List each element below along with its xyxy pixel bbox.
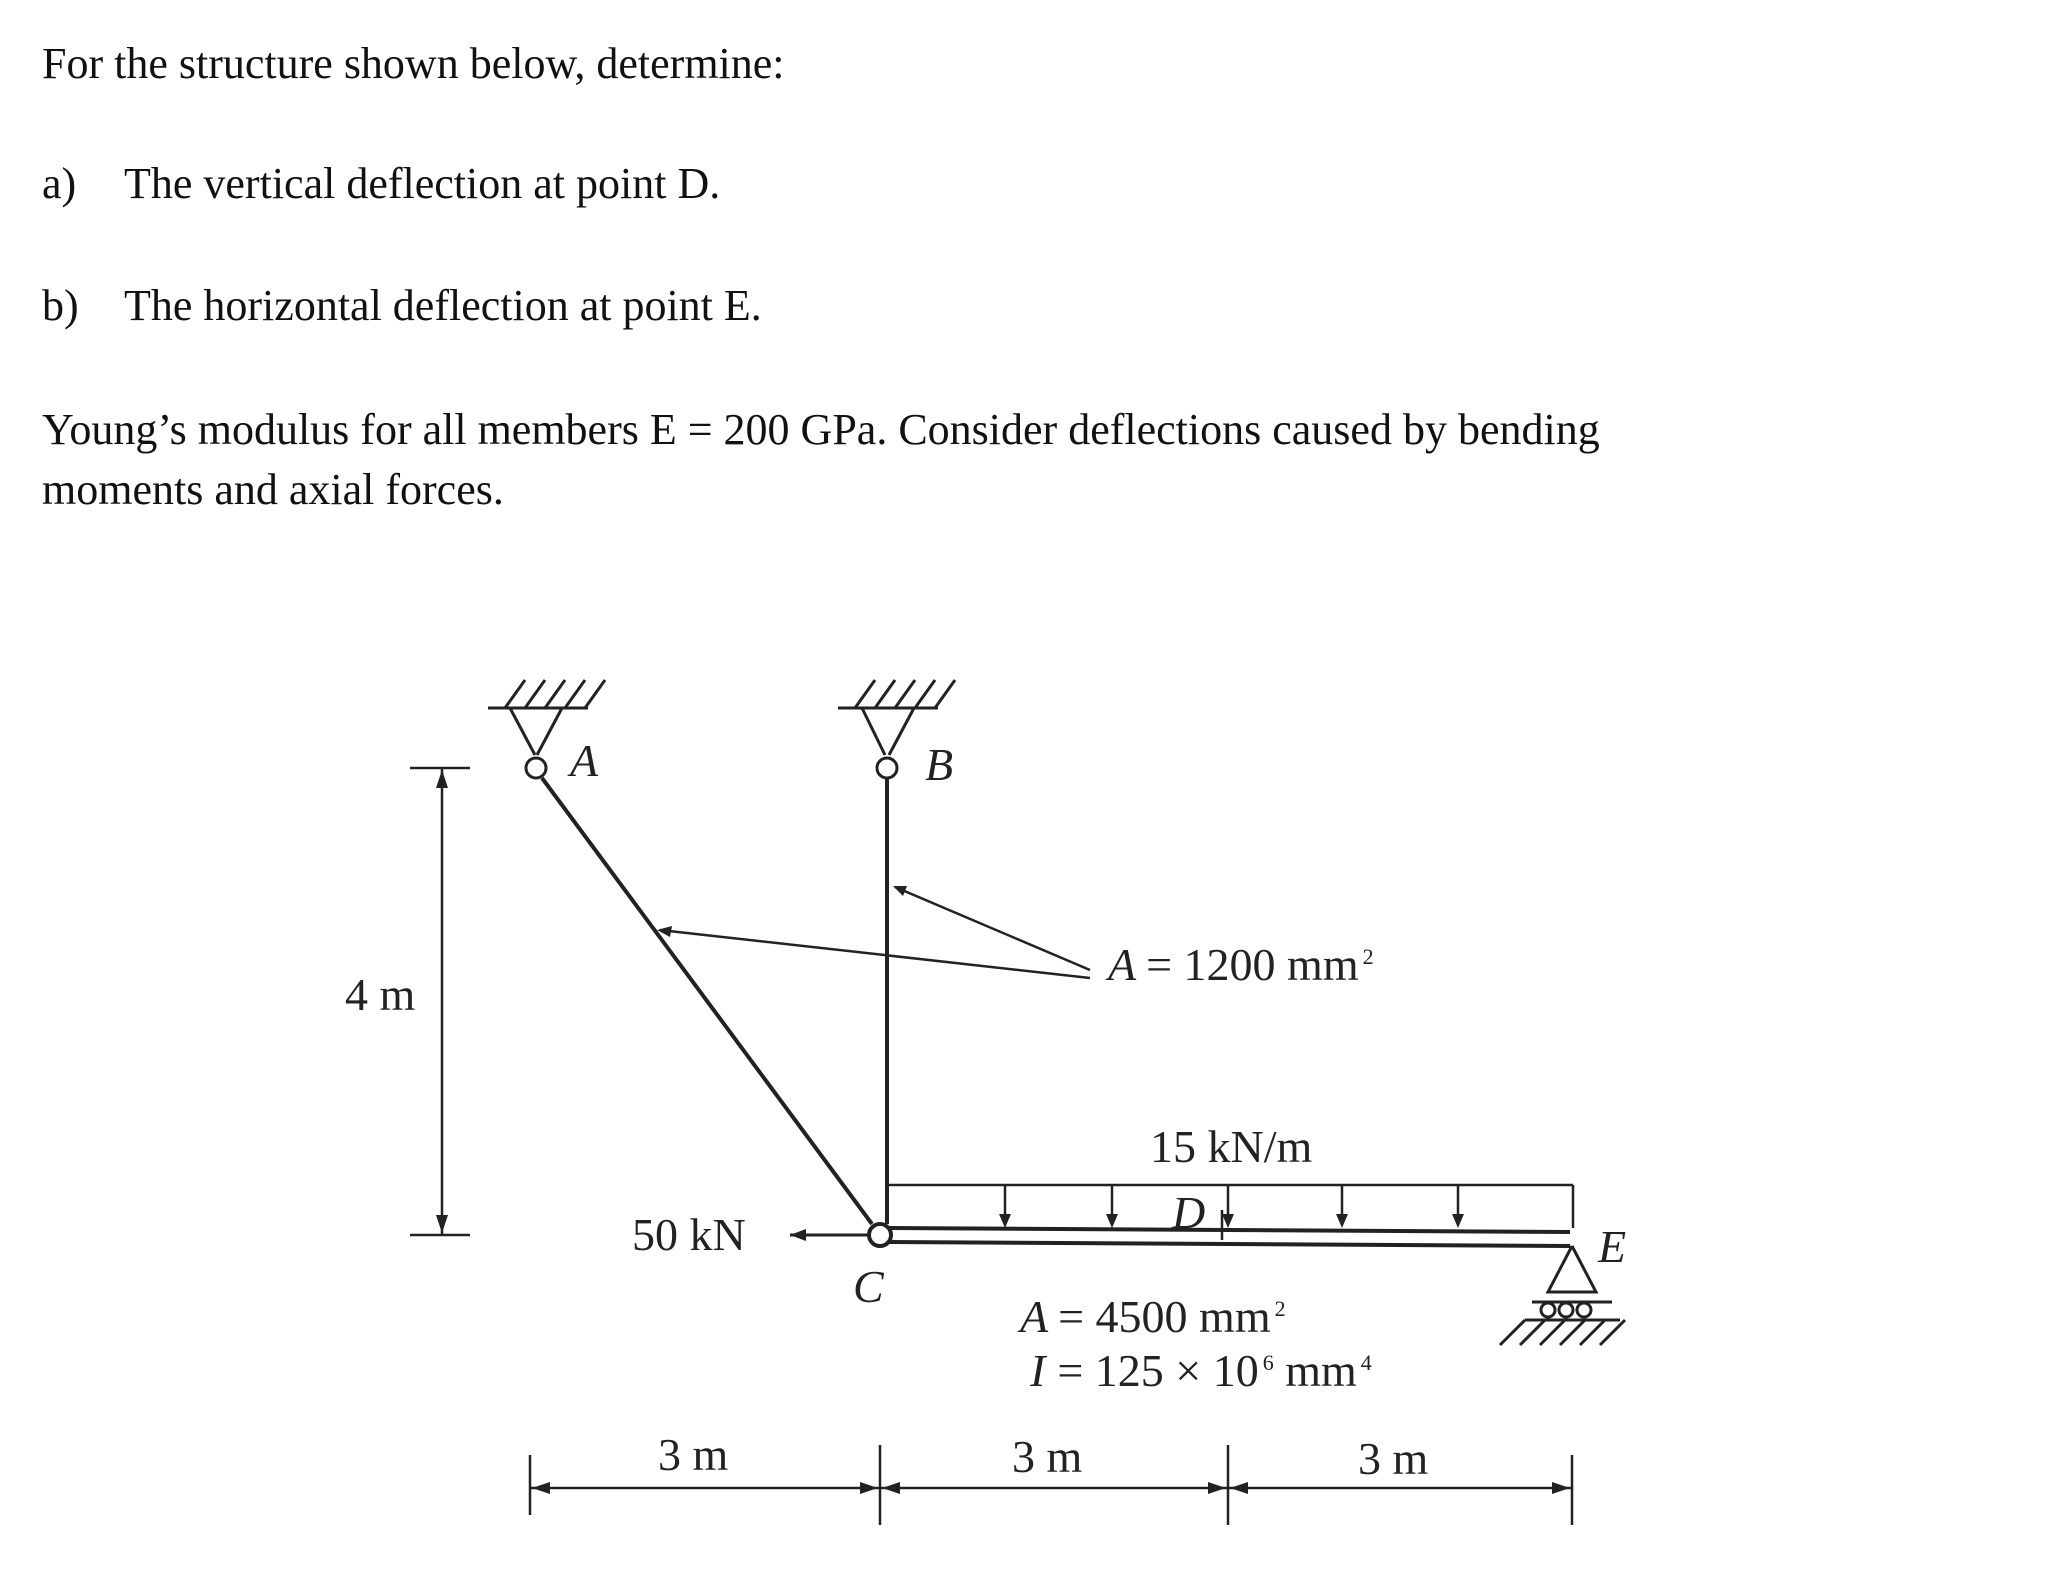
beam-inertia-value: = 125 × 10	[1057, 1345, 1259, 1396]
height-dimension-label: 4 m	[345, 969, 416, 1020]
point-load-arrow	[790, 1229, 868, 1241]
cable-area-exponent: 2	[1362, 944, 1374, 969]
point-load-label: 50 kN	[632, 1209, 746, 1260]
span-1-label: 3 m	[658, 1429, 729, 1480]
beam-ce-bottom	[887, 1242, 1570, 1246]
beam-inertia-symbol: I	[1030, 1345, 1046, 1396]
material-line-2: moments and axial forces.	[42, 465, 504, 514]
distributed-load-arrowheads	[999, 1214, 1464, 1228]
member-ac	[542, 778, 872, 1224]
cable-area-symbol: A	[1108, 939, 1137, 990]
span-3-label: 3 m	[1358, 1433, 1429, 1484]
distributed-load-label: 15 kN/m	[1150, 1121, 1313, 1172]
beam-area-exponent: 2	[1274, 1296, 1286, 1321]
question-a-label: a)	[42, 159, 77, 208]
joint-c	[869, 1224, 891, 1246]
cable-area-label	[1105, 939, 1374, 990]
beam-inertia-unit: mm	[1273, 1345, 1357, 1396]
beam-area-label	[1017, 1291, 1286, 1342]
material-line-1: Young’s modulus for all members E = 200 GPa. Consider deflections caused by bending	[42, 405, 1600, 454]
point-a-label: A	[570, 735, 599, 786]
beam-inertia-exponent: 6	[1262, 1350, 1274, 1375]
point-c-label: C	[853, 1261, 884, 1312]
beam-inertia-unit-exponent: 4	[1360, 1350, 1372, 1375]
height-dimension	[410, 768, 470, 1235]
point-e-label: E	[1598, 1221, 1627, 1272]
cable-area-value: = 1200 mm	[1146, 939, 1359, 990]
intro-text: For the structure shown below, determine:	[42, 39, 785, 88]
beam-ce-top	[887, 1228, 1570, 1232]
question-b-label: b)	[42, 281, 79, 330]
question-a-text: The vertical deflection at point D.	[124, 159, 721, 208]
beam-area-symbol: A	[1020, 1291, 1049, 1342]
cable-area-leaders	[657, 886, 1090, 978]
span-2-label: 3 m	[1012, 1431, 1083, 1482]
beam-inertia-label	[1029, 1345, 1372, 1396]
point-d-label: D	[1172, 1187, 1206, 1238]
point-b-label: B	[925, 739, 954, 790]
beam-area-value: = 4500 mm	[1058, 1291, 1271, 1342]
question-b-text: The horizontal deflection at point E.	[124, 281, 762, 330]
